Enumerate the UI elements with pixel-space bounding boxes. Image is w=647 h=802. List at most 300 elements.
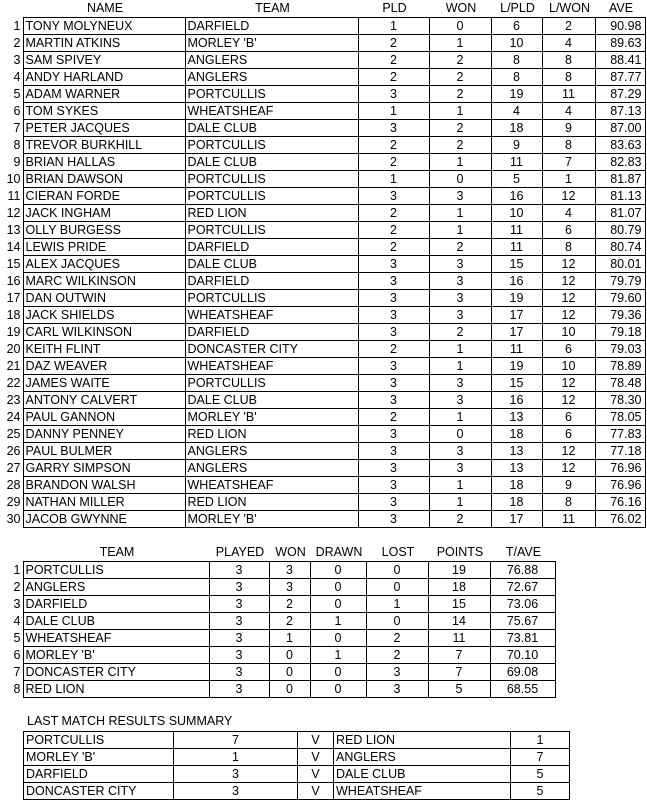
cell-won: 2: [429, 120, 491, 137]
cell-played: 2: [358, 52, 429, 69]
player-averages-table: [2, 0, 646, 528]
cell-played: 3: [358, 188, 429, 205]
team-cell-won: 1: [269, 630, 310, 647]
cell-legs-won: 9: [542, 477, 595, 494]
cell-legs-won: 10: [542, 358, 595, 375]
team-row: [2, 630, 555, 647]
cell-player-name: DAN OUTWIN: [23, 290, 185, 307]
header-rank: [2, 0, 23, 18]
cell-team-name: MORLEY 'B': [185, 511, 358, 528]
cell-player-name: MARTIN ATKINS: [23, 35, 185, 52]
cell-team-name: PORTCULLIS: [185, 290, 358, 307]
cell-average: 78.89: [595, 358, 645, 375]
cell-legs-played: 16: [491, 188, 542, 205]
cell-rank: 28: [6, 478, 21, 492]
team-cell-drawn: 0: [310, 596, 366, 613]
cell-legs-played: 4: [491, 103, 542, 120]
header-name: NAME: [86, 1, 124, 15]
cell-rank: 24: [6, 410, 21, 424]
team-cell-played: 3: [209, 664, 269, 681]
team-cell-won: 2: [269, 596, 310, 613]
player-row: [2, 154, 645, 171]
cell-legs-played: 15: [491, 375, 542, 392]
cell-rank: 29: [6, 495, 21, 509]
cell-player-name: PETER JACQUES: [23, 120, 185, 137]
cell-team-name: DONCASTER CITY: [185, 341, 358, 358]
team-cell-points: 14: [428, 613, 490, 630]
cell-player-name: NATHAN MILLER: [23, 494, 185, 511]
cell-average: 79.18: [595, 324, 645, 341]
cell-player-name: CIERAN FORDE: [23, 188, 185, 205]
cell-won: 1: [429, 103, 491, 120]
cell-played: 3: [358, 358, 429, 375]
result-away-team: DALE CLUB: [334, 766, 511, 783]
cell-team-name: RED LION: [185, 494, 358, 511]
team-row: [2, 664, 555, 681]
cell-legs-played: 19: [491, 358, 542, 375]
cell-won: 0: [429, 171, 491, 188]
cell-player-name: BRANDON WALSH: [23, 477, 185, 494]
header-team-name: TEAM: [99, 545, 135, 559]
cell-legs-won: 8: [542, 137, 595, 154]
cell-rank: 7: [13, 121, 21, 135]
team-cell-won: 0: [269, 664, 310, 681]
cell-played: 3: [358, 307, 429, 324]
cell-played: 3: [358, 392, 429, 409]
result-home-team: DARFIELD: [24, 766, 174, 783]
cell-legs-won: 1: [542, 171, 595, 188]
cell-legs-played: 17: [491, 307, 542, 324]
result-away-score: 7: [511, 749, 570, 766]
cell-rank: 17: [6, 291, 21, 305]
cell-rank: 27: [6, 461, 21, 475]
cell-played: 2: [358, 69, 429, 86]
cell-won: 0: [429, 18, 491, 35]
cell-legs-played: 17: [491, 511, 542, 528]
cell-average: 87.13: [595, 103, 645, 120]
team-cell-played: 3: [209, 630, 269, 647]
cell-team-name: DARFIELD: [185, 273, 358, 290]
cell-team-name: WHEATSHEAF: [185, 477, 358, 494]
cell-average: 87.77: [595, 69, 645, 86]
cell-legs-won: 8: [542, 494, 595, 511]
player-row: [2, 188, 645, 205]
cell-played: 2: [358, 137, 429, 154]
cell-team-name: DARFIELD: [185, 18, 358, 35]
cell-average: 89.63: [595, 35, 645, 52]
cell-legs-played: 5: [491, 171, 542, 188]
cell-won: 1: [429, 341, 491, 358]
player-row: [2, 239, 645, 256]
cell-legs-played: 11: [491, 222, 542, 239]
cell-team-name: ANGLERS: [185, 460, 358, 477]
cell-legs-won: 7: [542, 154, 595, 171]
team-table-header: [2, 544, 555, 562]
player-row: [2, 103, 645, 120]
team-cell-points: 19: [428, 562, 490, 579]
team-cell-played: 3: [209, 562, 269, 579]
cell-player-name: DAZ WEAVER: [23, 358, 185, 375]
results-title: LAST MATCH RESULTS SUMMARY: [27, 714, 233, 728]
cell-won: 1: [429, 205, 491, 222]
player-row: [2, 443, 645, 460]
cell-team-name: WHEATSHEAF: [185, 103, 358, 120]
cell-rank: 4: [13, 70, 21, 84]
cell-team-name: RED LION: [185, 426, 358, 443]
team-cell-team-name: RED LION: [23, 681, 209, 698]
cell-legs-played: 19: [491, 86, 542, 103]
cell-player-name: ADAM WARNER: [23, 86, 185, 103]
cell-played: 3: [358, 324, 429, 341]
result-versus: V: [298, 732, 334, 749]
cell-legs-played: 13: [491, 460, 542, 477]
cell-average: 79.60: [595, 290, 645, 307]
cell-team-name: DALE CLUB: [185, 256, 358, 273]
cell-legs-won: 12: [542, 460, 595, 477]
cell-legs-played: 18: [491, 426, 542, 443]
cell-won: 1: [429, 154, 491, 171]
cell-rank: 2: [13, 36, 21, 50]
cell-played: 3: [358, 375, 429, 392]
team-cell-played: 3: [209, 579, 269, 596]
cell-played: 2: [358, 154, 429, 171]
player-row: [2, 120, 645, 137]
result-away-score: 5: [511, 783, 570, 800]
cell-rank: 11: [7, 189, 21, 203]
cell-team-name: MORLEY 'B': [185, 409, 358, 426]
team-cell-team-name: WHEATSHEAF: [23, 630, 209, 647]
team-cell-team-name: ANGLERS: [23, 579, 209, 596]
cell-played: 3: [358, 494, 429, 511]
cell-legs-played: 18: [491, 120, 542, 137]
cell-average: 81.13: [595, 188, 645, 205]
cell-team-name: WHEATSHEAF: [185, 307, 358, 324]
team-cell-lost: 1: [366, 596, 428, 613]
cell-legs-won: 4: [542, 35, 595, 52]
cell-legs-won: 12: [542, 290, 595, 307]
cell-rank: 22: [6, 376, 21, 390]
team-cell-lost: 0: [366, 562, 428, 579]
cell-rank: 12: [6, 206, 21, 220]
player-row: [2, 375, 645, 392]
team-cell-average: 76.88: [490, 562, 555, 579]
player-row: [2, 273, 645, 290]
cell-rank: 5: [13, 87, 21, 101]
cell-team-name: PORTCULLIS: [185, 137, 358, 154]
cell-legs-played: 19: [491, 290, 542, 307]
cell-team-name: PORTCULLIS: [185, 86, 358, 103]
cell-legs-won: 11: [542, 511, 595, 528]
cell-won: 3: [429, 188, 491, 205]
result-home-score: 3: [174, 766, 298, 783]
cell-rank: 30: [6, 512, 21, 526]
cell-average: 78.05: [595, 409, 645, 426]
player-row: [2, 324, 645, 341]
player-row: [2, 137, 645, 154]
header-played: PLD: [382, 1, 407, 15]
cell-legs-won: 6: [542, 426, 595, 443]
team-cell-played: 3: [209, 613, 269, 630]
cell-average: 82.83: [595, 154, 645, 171]
cell-legs-won: 8: [542, 52, 595, 69]
team-row: [2, 681, 555, 698]
team-cell-points: 5: [428, 681, 490, 698]
cell-team-name: DALE CLUB: [185, 154, 358, 171]
result-versus: V: [298, 783, 334, 800]
cell-played: 2: [358, 239, 429, 256]
player-row: [2, 86, 645, 103]
header-team-lost: LOST: [381, 545, 415, 559]
cell-won: 2: [429, 239, 491, 256]
cell-won: 1: [429, 222, 491, 239]
cell-average: 80.79: [595, 222, 645, 239]
cell-team-name: MORLEY 'B': [185, 35, 358, 52]
team-row: [2, 596, 555, 613]
header-legs-won: L/WON: [549, 1, 590, 15]
team-cell-team-name: DARFIELD: [23, 596, 209, 613]
cell-rank: 15: [6, 257, 21, 271]
cell-played: 3: [358, 273, 429, 290]
header-team: TEAM: [255, 1, 290, 15]
header-team-rank: [2, 544, 23, 562]
cell-played: 3: [358, 290, 429, 307]
cell-team-name: ANGLERS: [185, 69, 358, 86]
team-cell-team-name: MORLEY 'B': [23, 647, 209, 664]
cell-team-name: PORTCULLIS: [185, 222, 358, 239]
team-cell-points: 7: [428, 664, 490, 681]
cell-player-name: PAUL BULMER: [23, 443, 185, 460]
cell-rank: 19: [6, 325, 21, 339]
header-average: AVE: [608, 1, 634, 15]
team-cell-points: 15: [428, 596, 490, 613]
header-team-average: T/AVE: [505, 545, 542, 559]
cell-average: 88.41: [595, 52, 645, 69]
cell-played: 2: [358, 35, 429, 52]
cell-player-name: ALEX JACQUES: [23, 256, 185, 273]
team-cell-lost: 3: [366, 681, 428, 698]
cell-rank: 14: [6, 240, 21, 254]
result-row: [24, 783, 570, 800]
team-cell-points: 7: [428, 647, 490, 664]
player-row: [2, 35, 645, 52]
cell-legs-won: 4: [542, 205, 595, 222]
cell-player-name: SAM SPIVEY: [23, 52, 185, 69]
cell-won: 1: [429, 35, 491, 52]
cell-player-name: JACK SHIELDS: [23, 307, 185, 324]
cell-legs-played: 11: [491, 341, 542, 358]
cell-average: 79.03: [595, 341, 645, 358]
cell-player-name: PAUL GANNON: [23, 409, 185, 426]
team-cell-won: 0: [269, 647, 310, 664]
team-cell-lost: 2: [366, 630, 428, 647]
result-versus: V: [298, 749, 334, 766]
cell-player-name: DANNY PENNEY: [23, 426, 185, 443]
cell-average: 87.29: [595, 86, 645, 103]
cell-team-name: ANGLERS: [185, 52, 358, 69]
team-cell-average: 73.06: [490, 596, 555, 613]
cell-average: 77.18: [595, 443, 645, 460]
cell-legs-played: 8: [491, 52, 542, 69]
cell-player-name: JACK INGHAM: [23, 205, 185, 222]
cell-played: 2: [358, 409, 429, 426]
result-row: [24, 749, 570, 766]
team-cell-drawn: 1: [310, 647, 366, 664]
cell-won: 3: [429, 273, 491, 290]
cell-won: 3: [429, 443, 491, 460]
team-cell-drawn: 0: [310, 579, 366, 596]
cell-won: 3: [429, 392, 491, 409]
cell-legs-played: 6: [491, 18, 542, 35]
result-versus: V: [298, 766, 334, 783]
cell-won: 1: [429, 358, 491, 375]
player-row: [2, 256, 645, 273]
team-cell-average: 73.81: [490, 630, 555, 647]
cell-average: 79.79: [595, 273, 645, 290]
cell-played: 1: [358, 171, 429, 188]
team-cell-rank: 4: [13, 614, 21, 628]
cell-team-name: DARFIELD: [185, 324, 358, 341]
cell-average: 87.00: [595, 120, 645, 137]
cell-team-name: WHEATSHEAF: [185, 358, 358, 375]
cell-played: 3: [358, 426, 429, 443]
cell-won: 2: [429, 137, 491, 154]
cell-legs-played: 10: [491, 205, 542, 222]
team-cell-lost: 0: [366, 579, 428, 596]
cell-average: 90.98: [595, 18, 645, 35]
cell-played: 2: [358, 205, 429, 222]
player-row: [2, 392, 645, 409]
cell-rank: 25: [6, 427, 21, 441]
cell-legs-played: 18: [491, 477, 542, 494]
cell-player-name: LEWIS PRIDE: [23, 239, 185, 256]
cell-player-name: MARC WILKINSON: [23, 273, 185, 290]
team-cell-drawn: 0: [310, 681, 366, 698]
cell-legs-won: 4: [542, 103, 595, 120]
cell-played: 3: [358, 120, 429, 137]
cell-average: 76.96: [595, 477, 645, 494]
team-row: [2, 613, 555, 630]
team-cell-team-name: DONCASTER CITY: [23, 664, 209, 681]
player-row: [2, 69, 645, 86]
cell-team-name: PORTCULLIS: [185, 188, 358, 205]
team-cell-team-name: DALE CLUB: [23, 613, 209, 630]
team-cell-average: 72.67: [490, 579, 555, 596]
cell-legs-played: 11: [491, 239, 542, 256]
team-row: [2, 562, 555, 579]
team-cell-rank: 6: [13, 648, 21, 662]
player-table-header: [2, 0, 645, 18]
team-cell-team-name: PORTCULLIS: [23, 562, 209, 579]
team-cell-played: 3: [209, 647, 269, 664]
cell-won: 2: [429, 52, 491, 69]
cell-played: 3: [358, 477, 429, 494]
cell-legs-played: 16: [491, 392, 542, 409]
result-home-team: DONCASTER CITY: [24, 783, 174, 800]
cell-rank: 23: [6, 393, 21, 407]
cell-legs-won: 12: [542, 307, 595, 324]
cell-average: 80.74: [595, 239, 645, 256]
cell-won: 2: [429, 324, 491, 341]
team-cell-average: 69.08: [490, 664, 555, 681]
cell-legs-won: 8: [542, 69, 595, 86]
cell-played: 3: [358, 443, 429, 460]
cell-legs-won: 12: [542, 256, 595, 273]
player-row: [2, 494, 645, 511]
cell-played: 3: [358, 256, 429, 273]
cell-legs-won: 12: [542, 375, 595, 392]
cell-won: 3: [429, 290, 491, 307]
cell-team-name: DARFIELD: [185, 239, 358, 256]
cell-rank: 26: [6, 444, 21, 458]
team-cell-drawn: 1: [310, 613, 366, 630]
team-cell-lost: 0: [366, 613, 428, 630]
cell-team-name: RED LION: [185, 205, 358, 222]
cell-legs-played: 17: [491, 324, 542, 341]
cell-played: 2: [358, 341, 429, 358]
header-team-played: PLAYED: [215, 545, 265, 559]
cell-team-name: DALE CLUB: [185, 120, 358, 137]
cell-average: 77.83: [595, 426, 645, 443]
team-row: [2, 647, 555, 664]
header-team-won: WON: [275, 545, 306, 559]
cell-won: 0: [429, 426, 491, 443]
cell-won: 1: [429, 409, 491, 426]
cell-won: 3: [429, 307, 491, 324]
player-row: [2, 460, 645, 477]
cell-legs-won: 2: [542, 18, 595, 35]
team-cell-won: 3: [269, 562, 310, 579]
cell-won: 2: [429, 69, 491, 86]
cell-played: 2: [358, 222, 429, 239]
team-cell-average: 68.55: [490, 681, 555, 698]
header-legs-played: L/PLD: [500, 1, 535, 15]
cell-rank: 8: [13, 138, 21, 152]
team-cell-points: 18: [428, 579, 490, 596]
cell-won: 2: [429, 511, 491, 528]
team-cell-average: 75.67: [490, 613, 555, 630]
cell-legs-won: 12: [542, 273, 595, 290]
result-home-score: 7: [174, 732, 298, 749]
player-row: [2, 511, 645, 528]
team-cell-played: 3: [209, 681, 269, 698]
cell-legs-played: 16: [491, 273, 542, 290]
result-away-score: 1: [511, 732, 570, 749]
cell-rank: 6: [13, 104, 21, 118]
player-row: [2, 409, 645, 426]
cell-legs-won: 10: [542, 324, 595, 341]
player-row: [2, 171, 645, 188]
cell-legs-won: 9: [542, 120, 595, 137]
cell-average: 80.01: [595, 256, 645, 273]
cell-player-name: BRIAN DAWSON: [23, 171, 185, 188]
cell-rank: 20: [6, 342, 21, 356]
cell-played: 3: [358, 86, 429, 103]
cell-player-name: TREVOR BURKHILL: [23, 137, 185, 154]
header-team-points: POINTS: [436, 545, 484, 559]
result-home-score: 3: [174, 783, 298, 800]
cell-legs-played: 15: [491, 256, 542, 273]
cell-rank: 16: [6, 274, 21, 288]
cell-player-name: KEITH FLINT: [23, 341, 185, 358]
header-won: WON: [445, 1, 477, 15]
team-cell-points: 11: [428, 630, 490, 647]
team-cell-average: 70.10: [490, 647, 555, 664]
result-away-team: RED LION: [334, 732, 511, 749]
team-cell-drawn: 0: [310, 664, 366, 681]
cell-player-name: JAMES WAITE: [23, 375, 185, 392]
team-cell-played: 3: [209, 596, 269, 613]
cell-won: 3: [429, 460, 491, 477]
